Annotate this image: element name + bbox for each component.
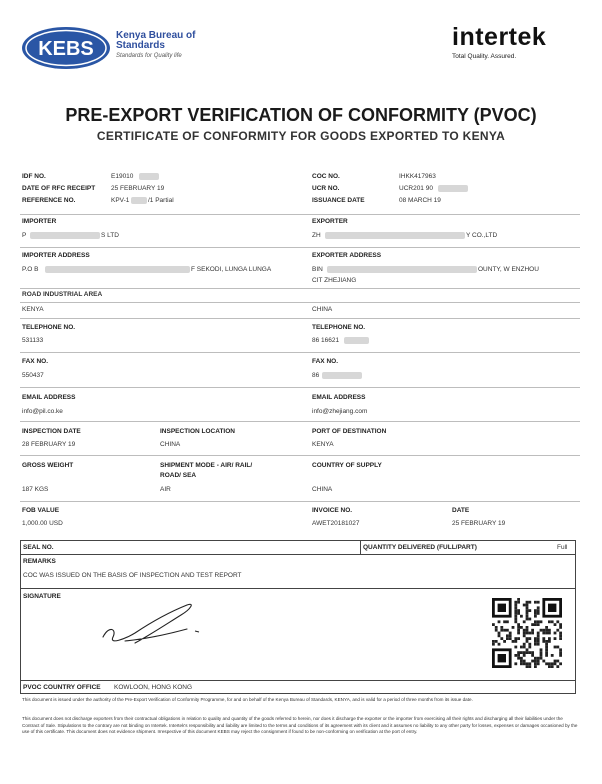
exporter-fax-label: FAX NO.	[312, 358, 339, 365]
divider	[20, 214, 580, 215]
shipment-mode-label: SHIPMENT MODE - AIR/ RAIL/	[160, 462, 253, 469]
invoice-date-label: DATE	[452, 507, 470, 514]
divider	[20, 588, 576, 589]
ucr-value: UCR201 90	[399, 185, 433, 192]
divider	[20, 352, 580, 353]
shipment-mode-label-2: ROAD/ SEA	[160, 472, 197, 479]
qr-code	[492, 598, 562, 668]
importer-address-suffix: F SEKODI, LUNGA LUNGA	[191, 266, 272, 273]
reference-label: REFERENCE NO.	[22, 197, 76, 204]
pvoc-office-label: PVOC COUNTRY OFFICE	[23, 684, 101, 691]
redaction	[327, 266, 477, 273]
importer-fax-label: FAX NO.	[22, 358, 49, 365]
kebs-logo-text: KEBS	[38, 38, 94, 60]
redaction	[139, 173, 159, 180]
divider	[20, 302, 580, 303]
exporter-label: EXPORTER	[312, 218, 348, 225]
reference-value-suffix: /1 Partial	[148, 197, 174, 204]
footer-paragraph-1: This document is issued under the authority of the Pre-Export Verification of Conformity Programme, for and on behalf of the Kenya Bureau of Standards, KENYA, and is valid for a period of three months from its issue date.	[22, 697, 473, 702]
exporter-email-value: info@zhejiang.com	[312, 408, 368, 415]
divider	[20, 387, 580, 388]
kebs-logo	[20, 25, 112, 71]
importer-address-value: P.O B	[22, 266, 39, 273]
signature-label: SIGNATURE	[23, 593, 61, 600]
seal-number-label: SEAL NO.	[23, 544, 54, 551]
redaction	[30, 232, 100, 239]
idf-value: E19010	[111, 173, 134, 180]
invoice-number-label: INVOICE NO.	[312, 507, 353, 514]
invoice-date-value: 25 FEBRUARY 19	[452, 520, 506, 527]
remarks-value: COC WAS ISSUED ON THE BASIS OF INSPECTION AND TEST REPORT	[23, 572, 242, 579]
importer-country: KENYA	[22, 306, 44, 313]
exporter-address-value: BIN	[312, 266, 323, 273]
importer-value-suffix: S LTD	[101, 232, 119, 239]
importer-address-line2: ROAD INDUSTRIAL AREA	[22, 291, 103, 298]
divider	[20, 455, 580, 456]
exporter-country: CHINA	[312, 306, 333, 313]
importer-email-label: EMAIL ADDRESS	[22, 394, 76, 401]
divider	[360, 540, 361, 554]
intertek-logo-text: intertek	[452, 23, 547, 51]
divider	[20, 421, 580, 422]
port-of-destination-value: KENYA	[312, 441, 334, 448]
exporter-address-suffix: OUNTY, W ENZHOU	[478, 266, 539, 273]
exporter-email-label: EMAIL ADDRESS	[312, 394, 366, 401]
gross-weight-label: GROSS WEIGHT	[22, 462, 74, 469]
invoice-number-value: AWET20181027	[312, 520, 360, 527]
divider	[20, 288, 580, 289]
importer-telephone-label: TELEPHONE NO.	[22, 324, 76, 331]
inspection-date-label: INSPECTION DATE	[22, 428, 81, 435]
exporter-address-line2: CIT ZHEJIANG	[312, 277, 357, 284]
exporter-telephone-label: TELEPHONE NO.	[312, 324, 366, 331]
redaction	[325, 232, 465, 239]
inspection-date-value: 28 FEBRUARY 19	[22, 441, 76, 448]
redaction	[344, 337, 369, 344]
importer-telephone-value: 531133	[22, 337, 44, 344]
quantity-delivered-label: QUANTITY DELIVERED (FULL/PART)	[363, 544, 477, 551]
coc-label: COC NO.	[312, 173, 340, 180]
importer-label: IMPORTER	[22, 218, 57, 225]
inspection-location-label: INSPECTION LOCATION	[160, 428, 235, 435]
rfc-date-label: DATE OF RFC RECEIPT	[22, 185, 96, 192]
importer-fax-value: 550437	[22, 372, 44, 379]
exporter-value: ZH	[312, 232, 321, 239]
kebs-wordmark	[116, 31, 195, 59]
importer-address-label: IMPORTER ADDRESS	[22, 252, 90, 259]
divider	[20, 680, 576, 681]
document-title: PRE-EXPORT VERIFICATION OF CONFORMITY (PVOC)	[65, 105, 537, 125]
exporter-value-suffix: Y CO.,LTD	[466, 232, 498, 239]
redaction	[45, 266, 190, 273]
exporter-address-label: EXPORTER ADDRESS	[312, 252, 382, 259]
intertek-logo	[452, 25, 546, 60]
document-subtitle: CERTIFICATE OF CONFORMITY FOR GOODS EXPORTED TO KENYA	[96, 129, 506, 143]
intertek-tagline: Total Quality. Assured.	[452, 53, 517, 60]
divider	[20, 318, 580, 319]
shipment-mode-value: AIR	[160, 486, 171, 493]
rfc-date-value: 25 FEBRUARY 19	[111, 185, 165, 192]
fob-value: 1,000.00 USD	[22, 520, 63, 527]
footer-paragraph-2: This document does not discharge exporters from their contractual obligations in relation to quality and quantity of the goods referred to herein, nor does it discharge the exporter or the importer from exercising all their rights and discharging all their liabilities under the Contract of Sale. Stipulations to the contrary are not binding on Intertek. Intertek's responsibility and liability are limited to the terms and conditions of its agreement with its client and it assumes no liability to any other party for losses, expenses or damages occasioned by the use of this certificate. This document does not evidence shipment. Irrespective of this document KEBS may reject the consignment if found to be non-conforming on verification at the port of entry.	[22, 716, 578, 735]
divider	[20, 554, 576, 555]
issuance-date-label: ISSUANCE DATE	[312, 197, 365, 204]
importer-email-value: info@pil.co.ke	[22, 408, 63, 415]
exporter-telephone-value: 86 16621	[312, 337, 340, 344]
kebs-name-line2: Standards	[116, 40, 165, 51]
ucr-label: UCR NO.	[312, 185, 340, 192]
coc-value: IHKK417963	[399, 173, 436, 180]
country-of-supply-label: COUNTRY OF SUPPLY	[312, 462, 382, 469]
fob-value-label: FOB VALUE	[22, 507, 60, 514]
divider	[20, 247, 580, 248]
country-of-supply-value: CHINA	[312, 486, 333, 493]
kebs-name-line1: Kenya Bureau of	[116, 30, 196, 41]
issuance-date-value: 08 MARCH 19	[399, 197, 441, 204]
exporter-fax-value: 86	[312, 372, 320, 379]
port-of-destination-label: PORT OF DESTINATION	[312, 428, 387, 435]
signature-scribble	[95, 595, 215, 655]
gross-weight-value: 187 KGS	[22, 486, 49, 493]
inspection-location-value: CHINA	[160, 441, 181, 448]
reference-value: KPV-1	[111, 197, 130, 204]
redaction	[438, 185, 468, 192]
idf-label: IDF NO.	[22, 173, 46, 180]
pvoc-office-value: KOWLOON, HONG KONG	[114, 684, 193, 691]
redaction	[322, 372, 362, 379]
redaction	[131, 197, 147, 204]
remarks-label: REMARKS	[23, 558, 56, 565]
kebs-tagline: Standards for Quality life	[116, 53, 182, 59]
importer-value: P	[22, 232, 27, 239]
quantity-delivered-value: Full	[557, 544, 568, 551]
divider	[20, 501, 580, 502]
